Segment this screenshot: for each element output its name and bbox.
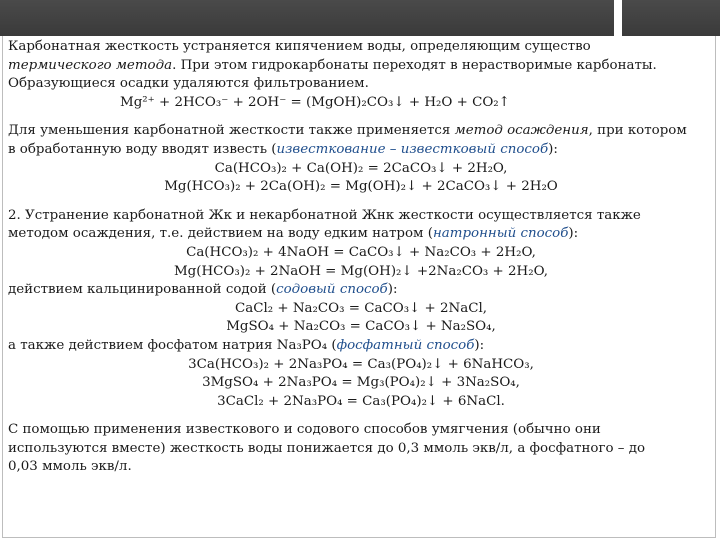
text-line: Образующиеся осадки удаляются фильтрованием.	[8, 76, 369, 92]
reaction-equation: Ca(HCO₃)₂ + 4NaOH = CaCO₃↓ + Na₂CO₃ + 2H₂O,	[186, 244, 536, 260]
spacer	[8, 112, 714, 122]
text-line: Карбонатная жесткость устраняется кипячением воды, определяющим существо	[8, 39, 591, 54]
reaction-equation: Mg(HCO₃)₂ + 2Ca(OH)₂ = Mg(OH)₂↓ + 2CaCO₃↓ + 2H₂O	[164, 179, 558, 195]
text-fragment: действием кальцинированной содой (	[8, 282, 277, 298]
header-accent-stripe	[614, 0, 622, 36]
text-fragment: ):	[474, 337, 485, 353]
reaction-equation: 3Ca(HCO₃)₂ + 2Na₃PO₄ = Ca₃(PO₄)₂↓ + 6NaHCO₃,	[188, 356, 534, 372]
text-line: С помощью применения известкового и содового способов умягчения (обычно они	[8, 422, 601, 438]
reaction-equation: 3CaCl₂ + 2Na₃PO₄ = Ca₃(PO₄)₂↓ + 6NaCl.	[217, 393, 505, 409]
reaction-equation: Mg(HCO₃)₂ + 2NaOH = Mg(OH)₂↓ +2Na₂CO₃ + 2H₂O,	[173, 263, 549, 279]
spacer	[8, 197, 714, 207]
text-fragment: методом осаждения, т.е. действием на воду едким натром (	[8, 226, 433, 242]
text-line: 2. Устранение карбонатной Жк и некарбонатной Жнк жесткости осуществляется также	[8, 207, 641, 223]
term-lime-method: известкование – известковый способ	[276, 141, 549, 157]
reaction-equation: Mg²⁺ + 2HCO₃⁻ + 2OH⁻ = (MgOH)₂CO₃↓ + H₂O + CO₂↑	[120, 94, 510, 110]
term-phosphate-method: фосфатный способ	[336, 337, 475, 353]
text-fragment: ):	[387, 282, 398, 298]
reaction-equation: MgSO₄ + Na₂CO₃ = CaCO₃↓ + Na₂SO₄,	[226, 319, 496, 335]
term-soda-method: содовый способ	[276, 282, 388, 298]
text-line	[8, 337, 714, 356]
text-fragment: а также действием фосфатом натрия Na₃PO₄ (	[8, 337, 337, 353]
text-line	[8, 141, 714, 160]
text-line	[8, 122, 714, 141]
paragraph-precipitation-method	[8, 122, 714, 196]
text-fragment: . При этом гидрокарбонаты переходят в нерастворимые карбонаты.	[172, 57, 657, 73]
term-precipitation-method: метод осаждения	[454, 123, 589, 139]
reaction-equation: 3MgSO₄ + 2Na₃PO₄ = Mg₃(PO₄)₂↓ + 3Na₂SO₄,	[202, 375, 520, 391]
spacer	[8, 411, 714, 421]
text-fragment: ):	[568, 226, 579, 242]
term-sodium-hydroxide-method: натронный способ	[432, 226, 569, 242]
text-fragment: Для уменьшения карбонатной жесткости также применяется	[8, 123, 455, 139]
term-thermal-method: термического метода	[8, 57, 173, 73]
reaction-equation: CaCl₂ + Na₂CO₃ = CaCO₃↓ + 2NaCl,	[234, 300, 488, 316]
text-fragment: ):	[548, 141, 558, 157]
text-line	[8, 225, 714, 244]
paragraph-conclusion	[8, 421, 714, 477]
text-line: используются вместе) жесткость воды понижается до 0,3 ммоль экв/л, а фосфатного – до	[8, 440, 646, 456]
paragraph-soda-phosphate-methods	[8, 207, 714, 412]
text-line	[8, 281, 714, 300]
slide-content	[8, 38, 714, 477]
text-line: 0,03 ммоль экв/л.	[8, 459, 132, 475]
text-line	[8, 57, 714, 76]
paragraph-thermal-method	[8, 38, 714, 112]
reaction-equation: Ca(HCO₃)₂ + Ca(OH)₂ = 2CaCO₃↓ + 2H₂O,	[214, 160, 508, 176]
slide-header-bar	[0, 0, 720, 36]
text-fragment: , при котором	[588, 123, 687, 139]
text-fragment: в обработанную воду вводят известь (	[8, 141, 277, 157]
